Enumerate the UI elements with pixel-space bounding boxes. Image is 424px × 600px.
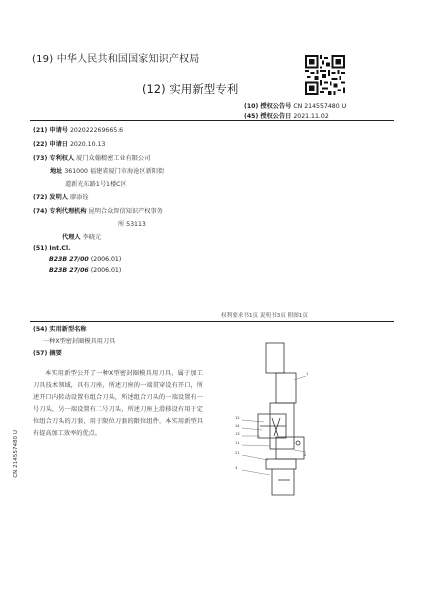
qr-code-icon (305, 55, 345, 95)
abstract-drawing (228, 340, 308, 500)
agent: 代理人 李晓元 (62, 234, 102, 241)
figure-label: 14 (235, 424, 240, 428)
publication-number: (10) 授权公告号 CN 214557480 U (244, 103, 347, 110)
application-number: (21) 申请号 202022269665.6 (33, 127, 124, 134)
bibliography-divider (30, 321, 394, 322)
ipc-entry: B23B 27/00 (2006.01) (49, 256, 122, 263)
pages-info: 权利要求书1页 说明书3页 附图1页 (221, 313, 308, 319)
address: 地址 361000 福建省厦门市海沧区新阳街 (50, 168, 165, 175)
header-divider (30, 120, 394, 121)
office-name: (19) 中华人民共和国国家知识产权局 (32, 54, 200, 65)
agency: (74) 专利代理机构 昆明合众智信知识产权事务 (33, 208, 163, 215)
publication-date: (45) 授权公告日 2021.11.02 (244, 113, 329, 120)
utility-name: 一种X型密封圈模具用刀具 (43, 338, 116, 345)
figure-label: 3 (235, 466, 238, 470)
figure-label: 11 (235, 441, 240, 445)
utility-name-label: (54) 实用新型名称 (33, 326, 87, 333)
address-line-2: 道新光东路1号1楼C区 (65, 181, 127, 188)
application-date: (22) 申请日 2020.10.13 (33, 141, 106, 148)
figure-label: 12 (235, 416, 240, 420)
agency-line-2: 所 53113 (118, 221, 146, 228)
figure-label: 2 (304, 453, 307, 457)
figure-label: 21 (235, 451, 240, 455)
figure-label: 13 (235, 432, 240, 436)
int-cl-label: (51) Int.Cl. (33, 245, 71, 252)
side-publication-number: CN 214557480 U (13, 430, 19, 478)
abstract-text: 本实用新型公开了一种X型密封圈模具用刀具，属于加工刀具技术领域，具有刀座，所述刀座的一端贯穿设有开口，所述开口内转动设置有组合刀头，所述组合刀头的一端设置有一号刀头，另一端设置有二号刀头，所述刀座上滑移设有用于定位组合刀头的刀套、用于限位刀套的限位组件，本实用新型具有提高加工效率的优点。 (33, 370, 203, 437)
figure-label: 1 (306, 372, 309, 376)
abstract-label: (57) 摘要 (33, 350, 62, 357)
inventor: (72) 发明人 廖添铨 (33, 194, 89, 201)
ipc-entry: B23B 27/06 (2006.01) (49, 267, 122, 274)
patentee: (73) 专利权人 厦门众翰精密工业有限公司 (33, 155, 151, 162)
document-type: (12) 实用新型专利 (142, 82, 239, 96)
